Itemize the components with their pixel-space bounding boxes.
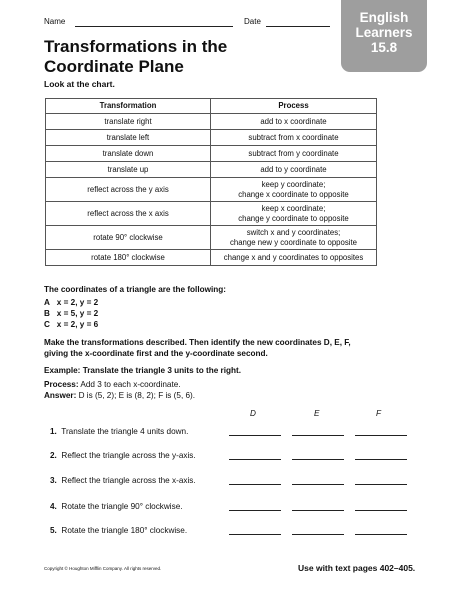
table-row (46, 114, 377, 130)
question-text: Rotate the triangle 180° clockwise. (61, 526, 188, 535)
answer-blank-f[interactable] (355, 509, 407, 511)
process-line-2: change new y coordinate to opposite (229, 237, 357, 247)
answer-blank-e[interactable] (292, 533, 344, 535)
copyright-notice: Copyright © Houghton Mifflin Company. All rights reserved. (44, 566, 162, 571)
question-number: 1. (50, 427, 57, 436)
answer-blank-e[interactable] (292, 509, 344, 511)
answer-blank-d[interactable] (229, 509, 281, 511)
transformation-cell: translate down (46, 146, 211, 162)
table-row (46, 226, 377, 250)
column-f: F (376, 409, 382, 418)
question-text: Reflect the triangle across the y-axis. (61, 451, 196, 460)
instruction: Look at the chart. (44, 79, 115, 89)
example-label: Example: (44, 366, 81, 375)
answer-blank-e[interactable] (292, 483, 344, 485)
transformation-cell: rotate 90° clockwise (46, 226, 211, 250)
table-row (46, 162, 377, 178)
text-pages-reference: Use with text pages 402–405. (298, 563, 416, 573)
transformation-cell: translate right (46, 114, 211, 130)
column-d: D (250, 409, 256, 418)
answer-blank-d[interactable] (229, 533, 281, 535)
process-label: Process: (44, 380, 79, 389)
column-e: E (314, 409, 320, 418)
transformation-cell: reflect across the y axis (46, 178, 211, 202)
date-label: Date (244, 17, 261, 26)
table-header-row (46, 99, 377, 114)
point-label: B (44, 309, 50, 318)
table-row (46, 130, 377, 146)
process-cell: subtract from x coordinate (211, 130, 377, 146)
table-row (46, 178, 377, 202)
example-process (44, 380, 181, 390)
name-field[interactable] (75, 26, 233, 27)
point-label: A (44, 298, 50, 307)
question-5 (50, 526, 187, 535)
question-number: 3. (50, 476, 57, 485)
process-cell (211, 202, 377, 226)
answer-blank-f[interactable] (355, 434, 407, 436)
point-label: C (44, 320, 50, 329)
coordinates-intro: The coordinates of a triangle are the following: (44, 285, 226, 294)
answer-blank-d[interactable] (229, 434, 281, 436)
answer-blank-d[interactable] (229, 483, 281, 485)
answer-blank-d[interactable] (229, 458, 281, 460)
directions-line-1: Make the transformations described. Then identify the new coordinates D, E, F, (44, 338, 351, 347)
question-4 (50, 502, 183, 511)
point-value: x = 2, y = 6 (56, 320, 99, 329)
process-line-2: change x coordinate to opposite (238, 189, 349, 199)
answer-text: D is (5, 2); E is (8, 2); F is (5, 6). (78, 391, 196, 400)
coordinate-b (44, 309, 98, 319)
question-text: Rotate the triangle 90° clockwise. (61, 502, 183, 511)
transformation-cell: translate left (46, 130, 211, 146)
table-row (46, 250, 377, 266)
process-cell (211, 226, 377, 250)
process-text: Add 3 to each x-coordinate. (80, 380, 181, 389)
answer-blank-f[interactable] (355, 458, 407, 460)
process-cell (211, 178, 377, 202)
coordinate-a (44, 298, 98, 308)
badge-line-3: 15.8 (370, 40, 398, 55)
header-process: Process (211, 99, 377, 114)
question-number: 4. (50, 502, 57, 511)
transformation-cell: translate up (46, 162, 211, 178)
point-value: x = 5, y = 2 (56, 309, 99, 318)
process-cell: add to y coordinate (211, 162, 377, 178)
question-2 (50, 451, 196, 460)
english-learners-badge (341, 0, 427, 72)
process-line-1: keep y coordinate; (261, 179, 326, 189)
answer-label: Answer: (44, 391, 77, 400)
table-row (46, 146, 377, 162)
question-3 (50, 476, 196, 485)
question-number: 2. (50, 451, 57, 460)
answer-blank-f[interactable] (355, 533, 407, 535)
coordinate-c (44, 320, 98, 330)
directions-line-2: giving the x-coordinate first and the y-coordinate second. (44, 349, 268, 358)
page-title (44, 37, 264, 77)
process-cell: change x and y coordinates to opposites (211, 250, 377, 266)
transformation-cell: rotate 180° clockwise (46, 250, 211, 266)
process-line-1: switch x and y coordinates; (246, 227, 341, 237)
question-number: 5. (50, 526, 57, 535)
header-transformation: Transformation (46, 99, 211, 114)
process-line-1: keep x coordinate; (261, 203, 326, 213)
example (44, 366, 241, 376)
question-text: Translate the triangle 4 units down. (61, 427, 189, 436)
date-field[interactable] (266, 26, 330, 27)
answer-blank-f[interactable] (355, 483, 407, 485)
question-text: Reflect the triangle across the x-axis. (61, 476, 196, 485)
example-text: Translate the triangle 3 units to the right. (82, 366, 241, 375)
answer-blank-e[interactable] (292, 434, 344, 436)
process-cell: add to x coordinate (211, 114, 377, 130)
transformations-table (45, 98, 377, 266)
table-row (46, 202, 377, 226)
process-cell: subtract from y coordinate (211, 146, 377, 162)
example-answer (44, 391, 195, 401)
question-1 (50, 427, 188, 436)
point-value: x = 2, y = 2 (56, 298, 99, 307)
title-line-2: Coordinate Plane (44, 57, 184, 76)
badge-line-1: English (359, 10, 409, 25)
process-line-2: change y coordinate to opposite (238, 213, 349, 223)
answer-blank-e[interactable] (292, 458, 344, 460)
name-label: Name (44, 17, 66, 26)
title-line-1: Transformations in the (44, 37, 228, 56)
transformation-cell: reflect across the x axis (46, 202, 211, 226)
badge-line-2: Learners (355, 25, 413, 40)
